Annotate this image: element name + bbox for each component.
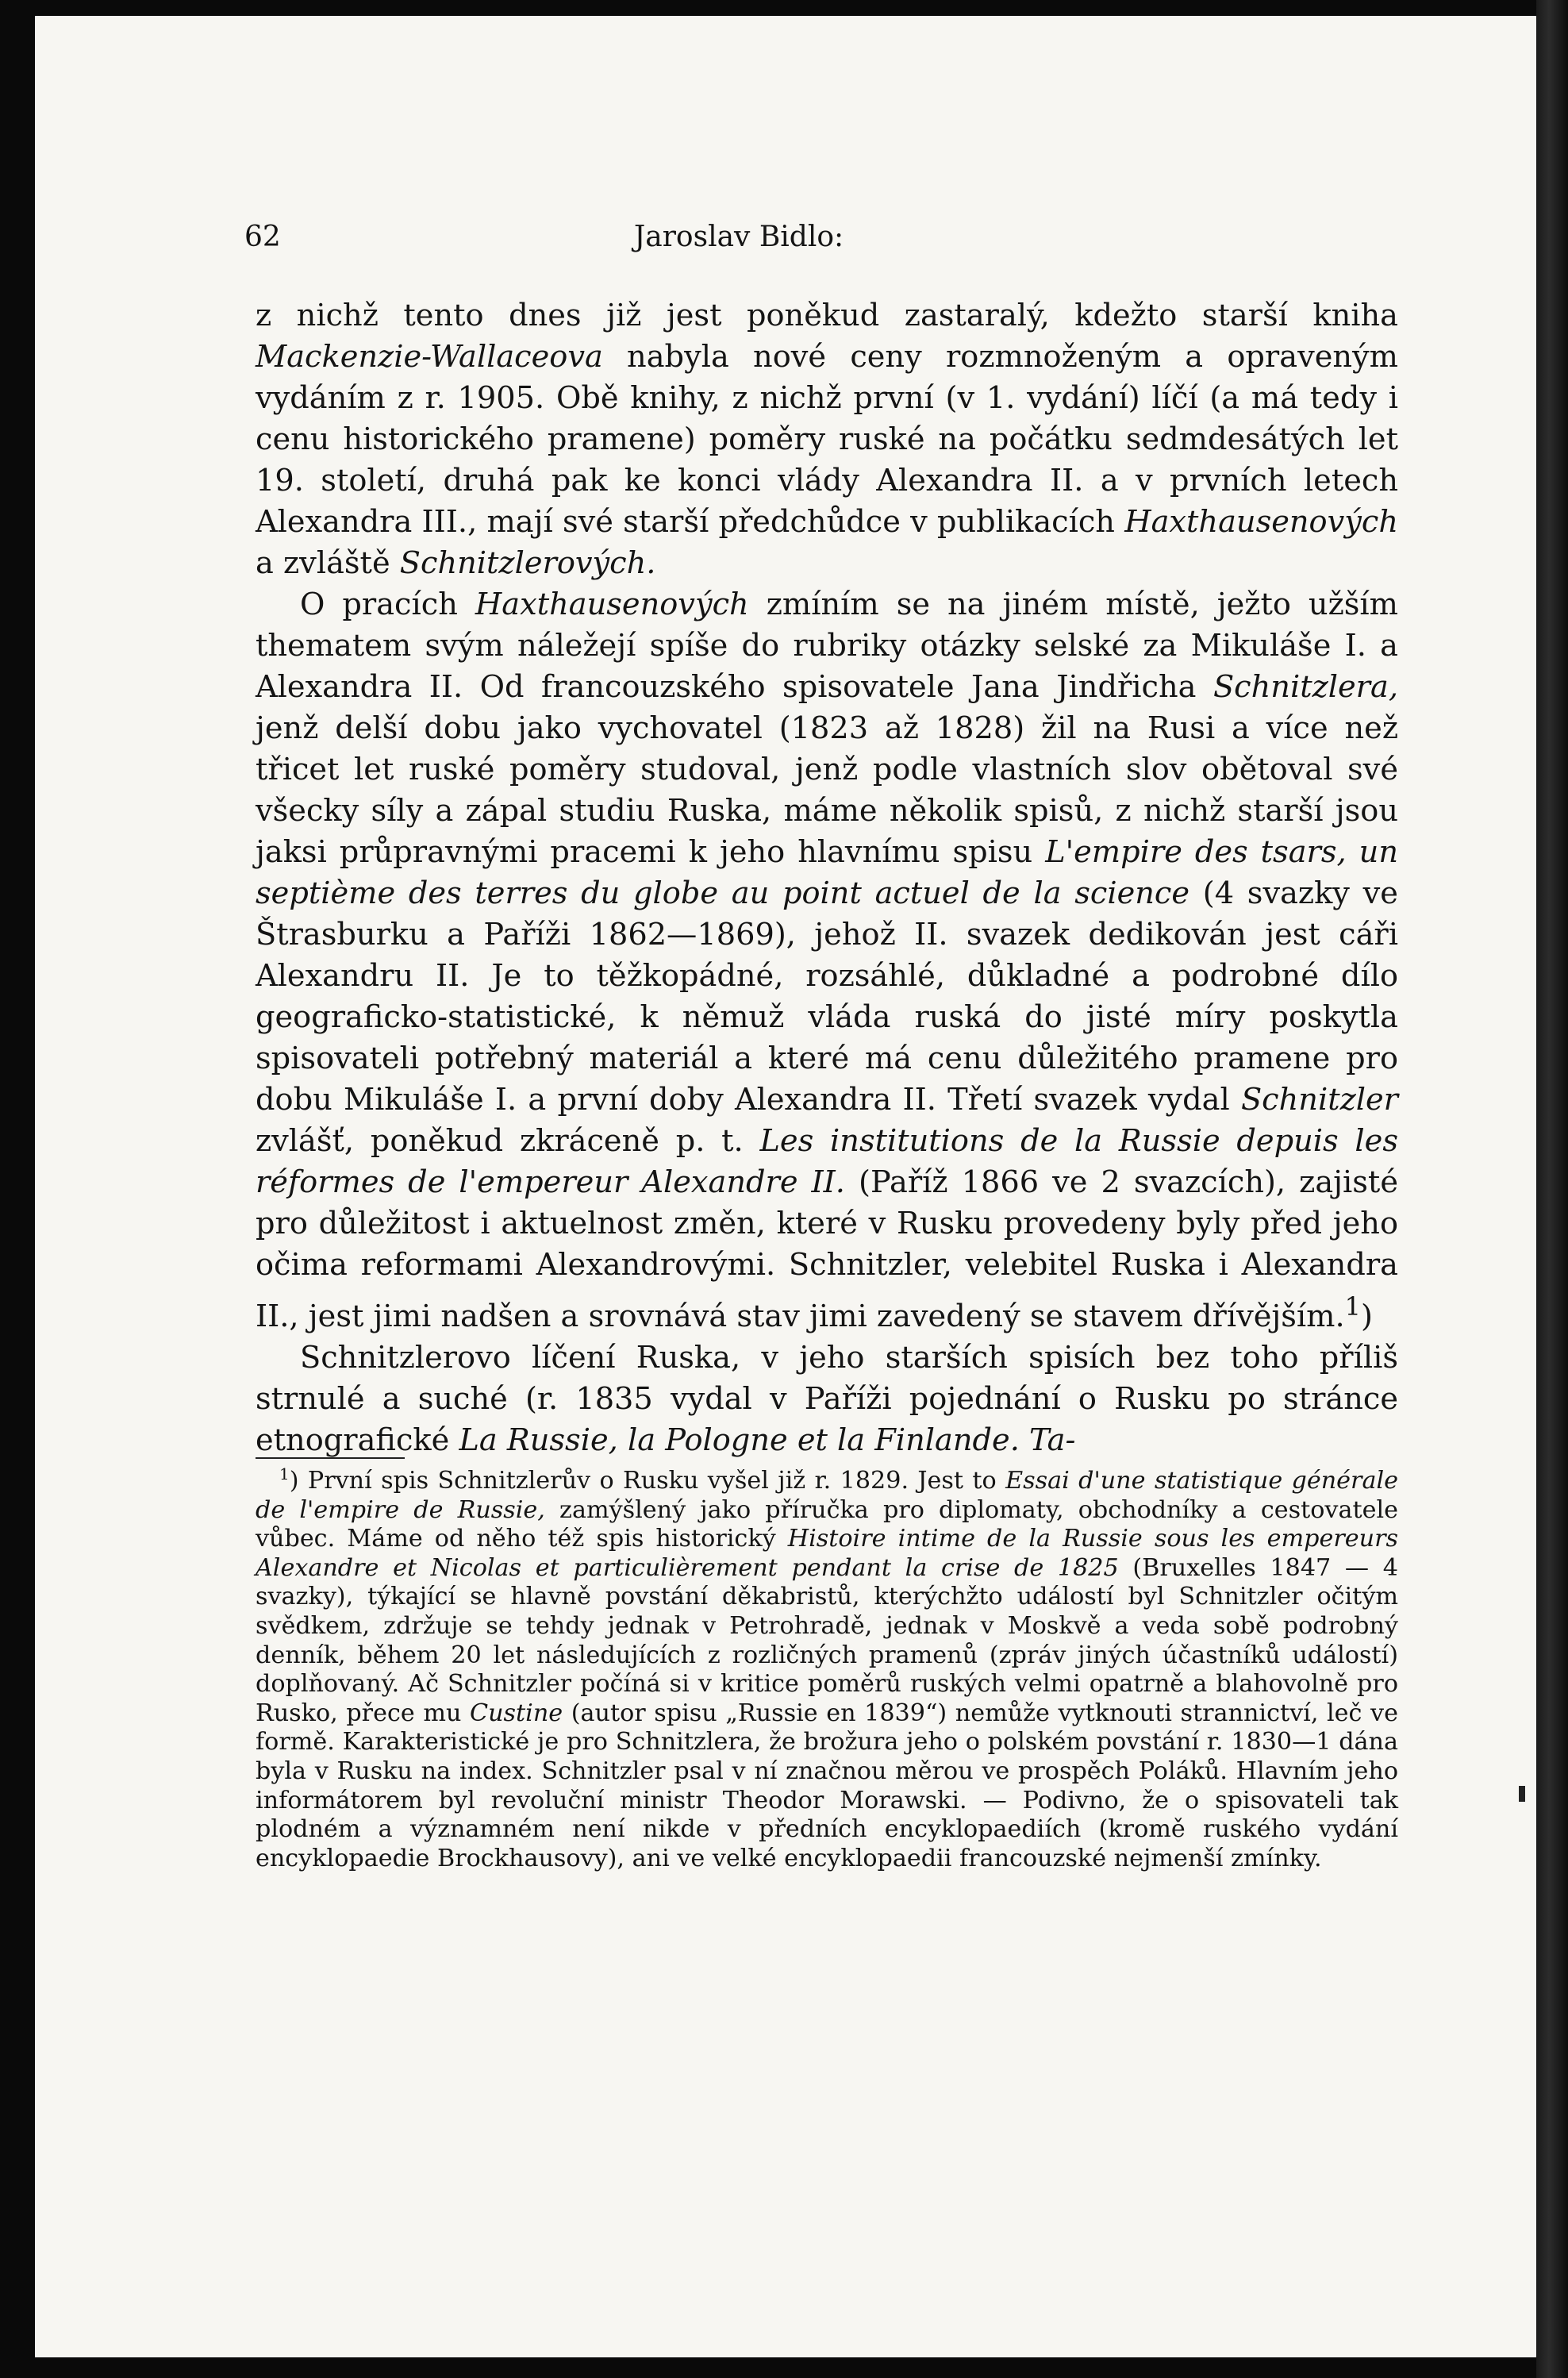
italic-name: Haxthausenových	[1124, 504, 1398, 540]
body-text	[256, 295, 1398, 1461]
italic-title: Histoire intime de la Russie sous les empereurs Alexandre et Nicolas et particulièrement pendant la crise de 1825	[256, 1525, 1398, 1582]
italic-name: Mackenzie-Wallaceova	[256, 339, 603, 375]
italic-name: Schnitzlerových.	[399, 545, 656, 581]
page-number: 62	[244, 221, 281, 253]
italic-title: Essai d'une statistique générale de l'empire de Russie,	[256, 1467, 1398, 1524]
margin-mark	[1519, 1786, 1525, 1802]
footnote-reference: 1	[1344, 1291, 1361, 1322]
italic-name: Custine	[470, 1699, 563, 1727]
paragraph-1: z nichž tento dnes již jest poněkud zastaralý, kdežto starší kniha Mackenzie-Wallaceova nabyla nové ceny rozmnoženým a opraveným vydáním z r. 1905. Obě knihy, z nichž první (v 1. vydání) líčí (a má tedy i cenu historického pramene) poměry ruské na počátku sedmdesátých let 19. století, druhá pak ke konci vlády Alexandra II. a v prvních letech Alexandra III., mají své starší předchůdce v publikacích Haxthausenových a zvláště Schnitzlerových.	[256, 298, 1398, 581]
running-head	[244, 221, 1233, 260]
italic-title: Les institutions de la Russie depuis les réformes de l'empereur Alexandre II.	[256, 1123, 1398, 1200]
footnote-1: $^1$) První spis Schnitzlerův o Rusku vyšel již r. 1829. Jest to Essai d'une statistique générale de l'empire de Russie, zamýšlený jako příručka pro diplomaty, obchodníky a cestovatele vůbec. Máme od něho též spis historický Histoire intime de la Russie sous les empereurs Alexandre et Nicolas et particulièrement pendant la crise de 1825 (Bruxelles 1847 — 4 svazky), týkající se hlavně povstání děkabristů, kterýchžto událostí byl Schnitzler očitým svědkem, zdržuje se tehdy jednak v Petrohradě, jednak v Moskvě a veda sobě podrobný denník, během 20 let následujících z rozličných pramenů (zpráv jiných účastníků událostí) doplňovaný. Ač Schnitzler počíná si v kritice poměrů ruských velmi opatrně a blahovolně pro Rusko, přece mu Custine (autor spisu „Russie en 1839“) nemůže vytknouti strannictví, leč ve formě. Karakteristické je pro Schnitzlera, že brožura jeho o polském povstání r. 1830—1 dána byla v Rusku na index. Schnitzler psal v ní značnou měrou ve prospěch Poláků. Hlavním jeho informátorem byl revoluční ministr Theodor Morawski. — Podivno, že o spisovateli tak plodném a významném není nikde v předních encyklopaediích (kromě ruského vydání encyklopaedie Brockhausovy), ani ve velké encyklopaedii francouzské nejmenší zmínky.	[256, 1464, 1398, 1872]
book-page	[35, 16, 1536, 2357]
italic-name: Schnitzler	[1240, 1082, 1398, 1118]
footnote-marker: 1	[279, 1464, 290, 1483]
footnote-rule	[256, 1457, 405, 1459]
paragraph-3: Schnitzlerovo líčení Ruska, v jeho starších spisích bez toho příliš strnulé a suché (r. 1835 vydal v Paříži pojednání o Rusku po stránce etnografické La Russie, la Pologne et la Finlande. Ta-	[256, 1339, 1398, 1458]
italic-title: L'empire des tsars, un septième des terres du globe au point actuel de la science	[256, 834, 1398, 911]
paragraph-2: O pracích Haxthausenových zmíním se na jiném místě, ježto užším thematem svým náležejí spíše do rubriky otázky selské za Mikuláše I. a Alexandra II. Od francouzského spisovatele Jana Jindřicha Schnitzlera, jenž delší dobu jako vychovatel (1823 až 1828) žil na Rusi a více než třicet let ruské poměry studoval, jenž podle vlastních slov obětoval své všecky síly a zápal studiu Ruska, máme několik spisů, z nichž starší jsou jaksi průpravnými pracemi k jeho hlavnímu spisu L'empire des tsars, un septième des terres du globe au point actuel de la science (4 svazky ve Štrasburku a Paříži 1862—1869), jehož II. svazek dedikován jest cáři Alexandru II. Je to těžkopádné, rozsáhlé, důkladné a podrobné dílo geograficko-statistické, k němuž vláda ruská do jisté míry poskytla spisovateli potřebný materiál a které má cenu důležitého pramene pro dobu Mikuláše I. a první doby Alexandra II. Třetí svazek vydal Schnitzler zvlášť, poněkud zkráceně p. t. Les institutions de la Russie depuis les réformes de l'empereur Alexandre II. (Paříž 1866 ve 2 svazcích), zajisté pro důležitost i aktuelnost změn, které v Rusku provedeny byly před jeho očima reformami Alexandrovými. Schnitzler, velebitel Ruska i Alexandra II., jest jimi nadšen a srovnává stav jimi zavedený se stavem dřívějším.$^1$)	[256, 587, 1398, 1334]
running-title: Jaroslav Bidlo:	[633, 221, 844, 253]
italic-name: Haxthausenových	[475, 587, 749, 622]
italic-title: La Russie, la Pologne et la Finlande. Ta-	[459, 1422, 1076, 1458]
page-edge	[1536, 0, 1568, 2378]
italic-name: Schnitzlera,	[1213, 669, 1398, 705]
footnotes	[256, 1464, 1398, 1873]
